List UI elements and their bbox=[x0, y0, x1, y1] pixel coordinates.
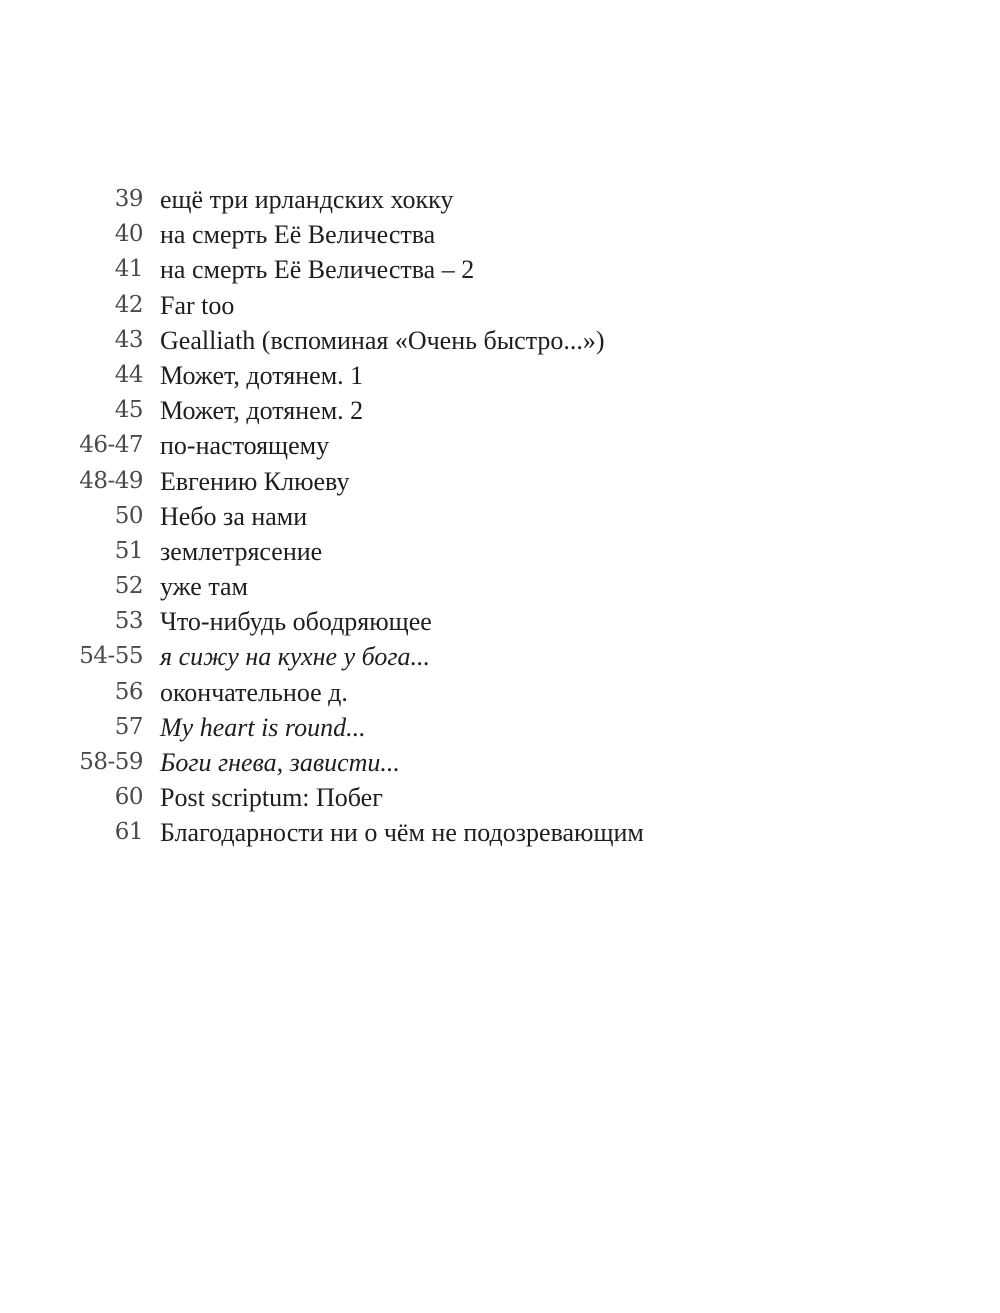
toc-title: Боги гнева, зависти... bbox=[160, 748, 400, 777]
toc-entry bbox=[0, 428, 1000, 463]
toc-title: на смерть Её Величества bbox=[160, 220, 436, 250]
toc-entry bbox=[0, 815, 1000, 850]
toc-title: Gealliath (вспоминая «Очень быстро...») bbox=[160, 325, 605, 355]
toc-title: Небо за нами bbox=[160, 501, 308, 531]
toc-entry bbox=[0, 604, 1000, 639]
toc-entry bbox=[0, 569, 1000, 604]
toc-page-number: 50 bbox=[114, 502, 143, 529]
toc-title: уже там bbox=[160, 572, 248, 602]
toc-title: землетрясение bbox=[160, 536, 323, 566]
toc-title: Евгению Клюеву bbox=[160, 466, 350, 496]
toc-title: My heart is round... bbox=[160, 712, 366, 742]
toc-entry bbox=[0, 217, 1000, 252]
toc-entry bbox=[0, 252, 1000, 287]
toc-entry bbox=[0, 780, 1000, 815]
toc-title: Может, дотянем. 1 bbox=[160, 360, 364, 390]
toc-page-number: 39 bbox=[114, 186, 143, 212]
toc-page-number: 42 bbox=[114, 291, 143, 318]
toc-entry bbox=[0, 393, 1000, 428]
toc-title: ещё три ирландских хокку bbox=[160, 185, 454, 214]
toc-entry bbox=[0, 710, 1000, 745]
toc-title: Far too bbox=[160, 290, 235, 320]
toc-page-number: 60 bbox=[114, 784, 143, 811]
toc-title: Что-нибудь ободряющее bbox=[160, 607, 432, 637]
toc-page-number: 58-59 bbox=[79, 749, 143, 775]
toc-page-number: 46-47 bbox=[79, 432, 143, 459]
toc-title: Благодарности ни о чём не подозревающим bbox=[160, 818, 644, 848]
toc-page-number: 54-55 bbox=[79, 643, 143, 670]
toc-page-number: 41 bbox=[114, 256, 143, 283]
toc-entry bbox=[0, 288, 1000, 323]
toc-page-number: 43 bbox=[114, 326, 143, 353]
toc-page-number: 61 bbox=[114, 819, 143, 846]
toc-page-number: 51 bbox=[114, 537, 143, 564]
toc-entry bbox=[0, 358, 1000, 393]
toc-title: Post scriptum: Побег bbox=[160, 783, 383, 813]
toc-title: я сижу на кухне у бога... bbox=[160, 642, 431, 672]
toc-entry bbox=[0, 675, 1000, 710]
toc-title: на смерть Её Величества – 2 bbox=[160, 255, 475, 285]
toc-title: по-настоящему bbox=[160, 431, 330, 461]
toc-page-number: 40 bbox=[114, 221, 143, 248]
toc-page-number: 52 bbox=[114, 573, 143, 600]
toc-entry bbox=[0, 182, 1000, 217]
toc-entry bbox=[0, 464, 1000, 499]
toc-entry bbox=[0, 499, 1000, 534]
toc-title: окончательное д. bbox=[160, 677, 348, 707]
toc-page-number: 57 bbox=[114, 713, 143, 740]
toc-entry bbox=[0, 534, 1000, 569]
toc-page-number: 53 bbox=[114, 608, 143, 635]
toc-entry bbox=[0, 745, 1000, 780]
toc-page-number: 45 bbox=[114, 397, 143, 424]
toc-entry bbox=[0, 323, 1000, 358]
toc-page-number: 48-49 bbox=[79, 467, 143, 494]
toc-page-number: 56 bbox=[114, 678, 143, 705]
toc-page-number: 44 bbox=[114, 361, 143, 388]
table-of-contents bbox=[0, 182, 1000, 851]
toc-entry bbox=[0, 639, 1000, 674]
toc-title: Может, дотянем. 2 bbox=[160, 396, 364, 426]
